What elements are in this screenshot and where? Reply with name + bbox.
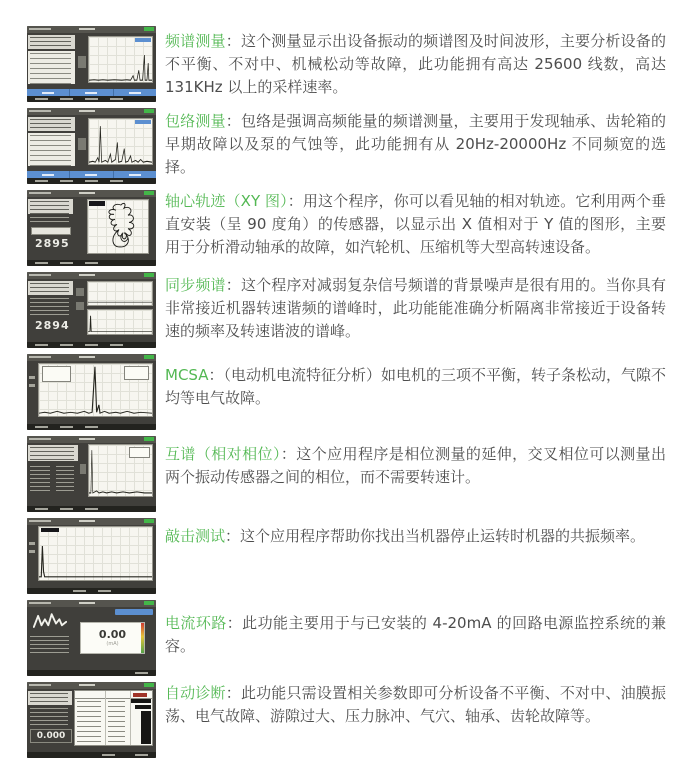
softkey-label xyxy=(35,98,48,100)
device-titlebar xyxy=(27,600,156,607)
feature-description xyxy=(165,26,666,99)
feature-title: 同步频谱 xyxy=(165,276,226,294)
separator: ： xyxy=(225,276,241,294)
battery-icon xyxy=(144,191,154,195)
softkey-label xyxy=(85,426,98,428)
separator: ： xyxy=(287,192,303,210)
softkey xyxy=(27,89,70,96)
separator: ： xyxy=(280,445,297,463)
device-titlebar xyxy=(27,26,156,33)
feature-description xyxy=(165,272,666,343)
feature-row-cross-spectrum xyxy=(27,436,669,512)
fault-name-column xyxy=(77,701,103,745)
separator: ： xyxy=(226,614,243,632)
titlebar-status-text xyxy=(29,274,51,276)
bump-test-chart xyxy=(38,526,153,581)
feature-body: 这个程序对减弱复杂信号频谱的背景噪声是很有用的。当你具有非常接近机器转速谐频的谱峰时，此功能能准确分析隔离非常接近于设备转速的频率及转速谐波的谱峰。 xyxy=(165,276,666,340)
diagnosis-table xyxy=(74,690,153,746)
current-unit: (mA) xyxy=(106,641,119,647)
device-bottombar xyxy=(27,178,156,184)
info-panel xyxy=(28,117,75,131)
device-bottombar xyxy=(27,260,156,266)
battery-icon xyxy=(144,27,154,31)
softkey-label xyxy=(35,426,48,428)
battery-icon xyxy=(144,683,154,687)
softkey-label xyxy=(135,672,148,674)
feature-title: 频谱测量 xyxy=(165,32,226,50)
softkey-label xyxy=(85,98,98,100)
feature-title: 轴心轨迹（XY 图） xyxy=(165,192,288,210)
separator: ： xyxy=(225,112,241,130)
cross-spectrum-chart xyxy=(88,444,153,497)
side-button xyxy=(76,288,84,296)
parameter-list-panel xyxy=(28,51,75,84)
waveform-logo-icon xyxy=(33,611,67,631)
softkey-label xyxy=(85,508,98,510)
feature-title: 自动诊断 xyxy=(165,684,226,702)
titlebar-status-text xyxy=(29,602,51,604)
titlebar-title-text xyxy=(79,684,95,686)
device-titlebar xyxy=(27,682,156,689)
separator: ： xyxy=(225,32,241,50)
feature-description xyxy=(165,354,666,410)
flat-trace-icon xyxy=(88,282,152,305)
channel-readout xyxy=(30,217,71,225)
device-titlebar xyxy=(27,190,156,197)
separator: ： xyxy=(225,527,241,545)
parameter-readout xyxy=(30,636,71,656)
legend-box xyxy=(129,447,150,458)
side-button xyxy=(78,138,86,150)
titlebar-title-text xyxy=(79,28,95,30)
side-button xyxy=(80,464,86,474)
titlebar-title-text xyxy=(79,602,95,604)
titlebar-title-text xyxy=(79,520,95,522)
softkey-label xyxy=(110,344,123,346)
rpm-readout: 2895 xyxy=(35,237,70,250)
feature-body: 这个应用程序是相位测量的延伸，交叉相位可以测量出两个振动传感器之间的相位，而不需要转速计。 xyxy=(165,445,666,486)
softkey-label xyxy=(110,180,123,182)
battery-icon xyxy=(144,355,154,359)
side-button xyxy=(78,56,86,68)
current-display xyxy=(80,622,145,654)
probability-bar-red xyxy=(133,693,147,697)
fault-value-column xyxy=(108,701,127,745)
device-bottombar xyxy=(27,752,156,758)
feature-row-current-loop xyxy=(27,600,669,676)
spectrum-trace-icon xyxy=(39,527,152,580)
feature-title: 敲击测试 xyxy=(165,527,226,545)
feature-body: 用这个程序，你可以看见轴的相对轨迹。它利用两个垂直安装（呈 90 度角）的传感器，以显示出 X 值相对于 Y 值的图形，主要用于分析滑动轴承的故障，如汽轮机、压缩机等大型高转速设备。 xyxy=(165,192,666,256)
device-screenshot-envelope xyxy=(27,108,156,184)
device-titlebar xyxy=(27,354,156,361)
softkey xyxy=(70,171,113,178)
softkey-label xyxy=(85,344,98,346)
device-bottombar xyxy=(27,96,156,102)
device-screenshot-current-loop xyxy=(27,600,156,676)
battery-icon xyxy=(144,437,154,441)
mcsa-spectrum-chart xyxy=(38,363,153,417)
spectrum-trace-icon xyxy=(89,119,152,164)
feature-body: 此功能主要用于与已安装的 4-20mA 的回路电源监控系统的兼容。 xyxy=(165,614,666,655)
softkey-label xyxy=(35,180,48,182)
battery-icon xyxy=(144,519,154,523)
softkey-label xyxy=(35,508,48,510)
softkey-label xyxy=(85,262,98,264)
titlebar-status-text xyxy=(29,520,51,522)
lower-chart xyxy=(87,309,153,335)
feature-row-auto-diagnosis xyxy=(27,682,669,758)
flat-trace-icon xyxy=(88,310,152,334)
info-panel xyxy=(28,445,78,461)
titlebar-status-text xyxy=(29,684,51,686)
feature-row-envelope xyxy=(27,108,669,184)
info-panel xyxy=(28,691,72,705)
feature-description xyxy=(165,518,666,548)
battery-icon xyxy=(144,601,154,605)
mode-button-blue xyxy=(115,609,153,615)
device-screenshot-orbit xyxy=(27,190,156,266)
device-titlebar xyxy=(27,108,156,115)
parameter-labels xyxy=(30,466,52,492)
info-panel xyxy=(28,35,75,49)
softkey-bar-blue xyxy=(27,89,156,96)
rpm-readout: 2894 xyxy=(35,319,70,332)
axis-label xyxy=(29,550,35,553)
spectrum-trace-icon xyxy=(89,37,152,82)
probability-bar xyxy=(135,705,151,709)
device-titlebar xyxy=(27,518,156,525)
softkey-label xyxy=(102,754,115,756)
feature-description xyxy=(165,108,666,179)
softkey-label xyxy=(35,262,48,264)
parameter-readout xyxy=(30,298,71,316)
softkey xyxy=(114,171,156,178)
spectrum-chart xyxy=(88,36,153,83)
titlebar-title-text xyxy=(79,192,95,194)
softkey-label xyxy=(135,754,148,756)
side-button xyxy=(76,302,84,310)
feature-row-bump-test xyxy=(27,518,669,594)
device-bottombar xyxy=(27,506,156,512)
device-screenshot-spectrum xyxy=(27,26,156,102)
softkey-label xyxy=(60,180,73,182)
device-titlebar xyxy=(27,272,156,279)
battery-icon xyxy=(144,273,154,277)
device-screenshot-cross-spectrum xyxy=(27,436,156,512)
device-screenshot-mcsa xyxy=(27,354,156,430)
device-bottombar xyxy=(27,342,156,348)
axis-label xyxy=(29,376,35,379)
softkey-label xyxy=(60,262,73,264)
feature-row-orbit xyxy=(27,190,669,266)
titlebar-title-text xyxy=(79,356,95,358)
probability-bar-column xyxy=(141,711,151,744)
orbit-trace-icon xyxy=(88,200,148,253)
titlebar-status-text xyxy=(29,356,51,358)
legend-box xyxy=(124,366,149,380)
device-bottombar xyxy=(27,424,156,430)
feature-title: 互谱（相对相位） xyxy=(165,445,281,463)
softkey-label xyxy=(110,98,123,100)
titlebar-title-text xyxy=(79,274,95,276)
titlebar-status-text xyxy=(29,192,51,194)
legend-box xyxy=(42,366,71,382)
feature-description xyxy=(165,682,666,728)
separator: ： xyxy=(225,684,241,702)
titlebar-status-text xyxy=(29,438,51,440)
feature-body: 这个测量显示出设备振动的频谱图及时间波形，主要分析设备的不平衡、不对中、机械松动等故障，此功能拥有高达 25600 线数，高达 131KHz 以上的采样速率。 xyxy=(165,32,666,96)
device-titlebar xyxy=(27,436,156,443)
softkey-label xyxy=(60,344,73,346)
upper-chart xyxy=(87,281,153,306)
feature-title: MCSA xyxy=(165,366,209,384)
current-value: 0.00 xyxy=(98,628,127,641)
info-panel xyxy=(28,199,73,214)
feature-description xyxy=(165,600,666,658)
feature-description xyxy=(165,190,666,259)
device-screenshot-sync-spectrum xyxy=(27,272,156,348)
titlebar-title-text xyxy=(79,110,95,112)
softkey xyxy=(27,171,70,178)
parameter-readout xyxy=(30,708,70,726)
titlebar-title-text xyxy=(79,438,95,440)
cursor-readout-tag xyxy=(135,38,151,42)
feature-row-mcsa xyxy=(27,354,669,430)
feature-body: 包络是强调高频能量的频谱测量，主要用于发现轴承、齿轮箱的早期故障以及泵的气蚀等，此功能拥有从 20Hz-20000Hz 不同频宽的选择。 xyxy=(165,112,666,176)
probability-bar xyxy=(131,699,151,703)
device-bottombar xyxy=(27,588,156,594)
axis-label xyxy=(29,542,35,545)
feature-body: 这个应用程序帮助你找出当机器停止运转时机器的共振频率。 xyxy=(240,527,646,545)
parameter-values xyxy=(56,466,76,492)
separator: ： xyxy=(208,366,224,384)
device-screenshot-auto-diagnosis xyxy=(27,682,156,758)
feature-row-spectrum xyxy=(27,26,669,102)
battery-icon xyxy=(144,109,154,113)
table-column-divider xyxy=(105,691,106,745)
parameter-list-panel xyxy=(28,133,75,166)
softkey-label xyxy=(60,508,73,510)
softkey-bar-blue xyxy=(27,171,156,178)
cursor-readout-tag xyxy=(135,120,151,124)
feature-body: 此功能只需设置相关参数即可分析设备不平衡、不对中、油膜振荡、电气故障、游隙过大、压力脉冲、气穴、轴承、齿轮故障等。 xyxy=(165,684,666,725)
softkey xyxy=(114,89,156,96)
level-gradient-strip xyxy=(141,623,144,653)
feature-body: （电动机电流特征分析）如电机的三项不平衡，转子条松动，气隙不均等电气故障。 xyxy=(165,366,667,407)
device-bottombar xyxy=(27,670,156,676)
value-readout: 0.000 xyxy=(30,729,72,743)
softkey-label xyxy=(85,180,98,182)
orbit-plot xyxy=(87,199,149,254)
envelope-spectrum-chart xyxy=(88,118,153,165)
feature-row-sync-spectrum xyxy=(27,272,669,348)
mode-button xyxy=(31,227,71,235)
softkey-label xyxy=(35,344,48,346)
softkey-label xyxy=(60,98,73,100)
axis-label xyxy=(29,384,35,387)
info-panel xyxy=(28,281,73,295)
softkey xyxy=(70,89,113,96)
device-screenshot-bump-test xyxy=(27,518,156,594)
titlebar-status-text xyxy=(29,110,51,112)
feature-title: 包络测量 xyxy=(165,112,226,130)
feature-description xyxy=(165,436,666,489)
titlebar-status-text xyxy=(29,28,51,30)
softkey-label xyxy=(73,590,86,592)
softkey-label xyxy=(98,590,111,592)
softkey-label xyxy=(60,426,73,428)
feature-title: 电流环路 xyxy=(165,614,227,632)
